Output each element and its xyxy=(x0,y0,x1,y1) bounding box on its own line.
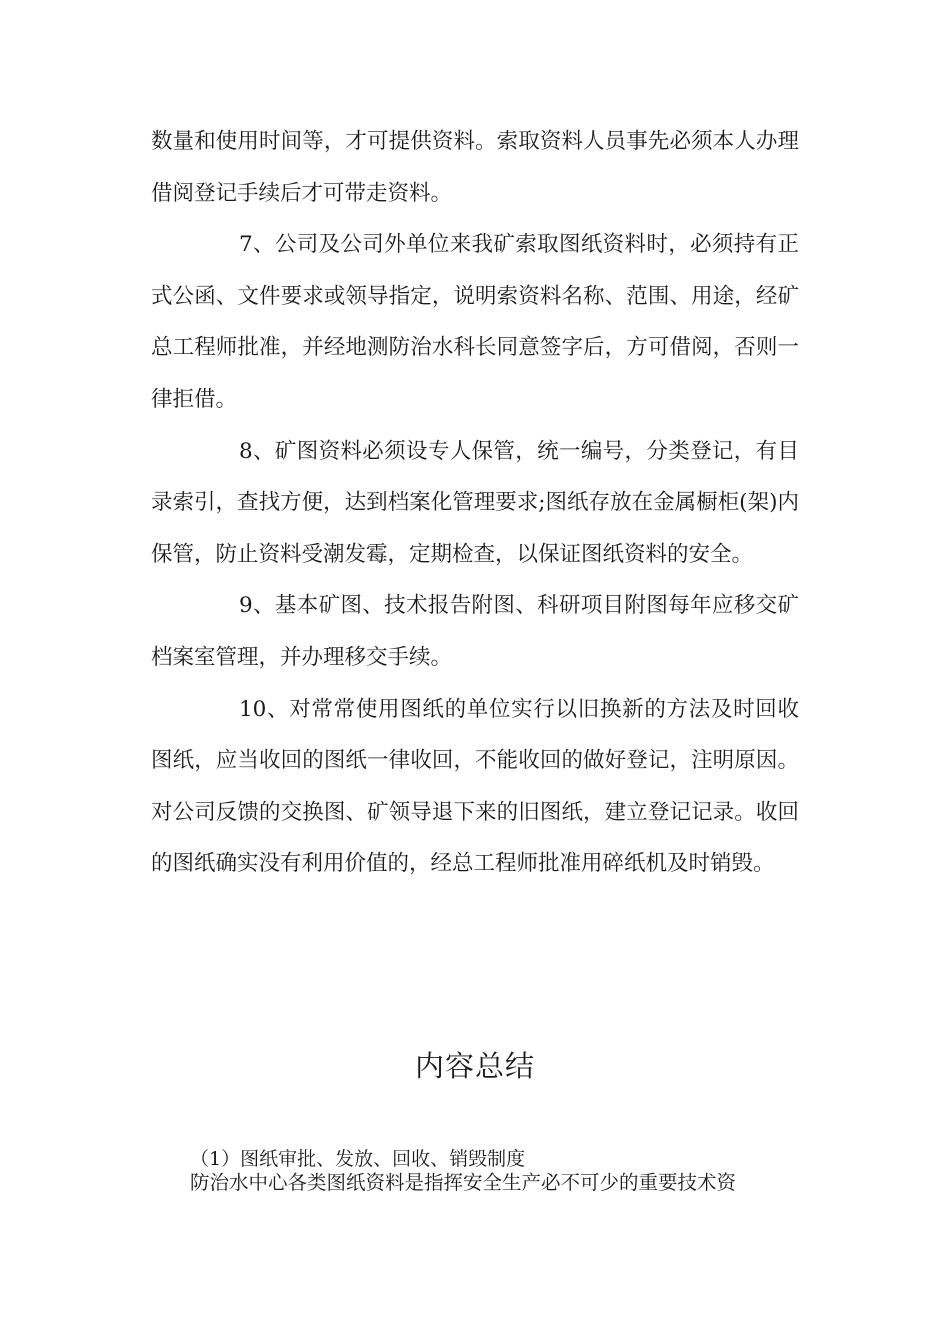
paragraph-item-7: 7、公司及公司外单位来我矿索取图纸资料时，必须持有正式公函、文件要求或领导指定，说明索资料名称、范围、用途，经矿总工程师批准，并经地测防治水科长同意签字后，方可借阅，否则一律拒借。 xyxy=(151,232,799,412)
paragraph-item-9: 9、基本矿图、技术报告附图、科研项目附图每年应移交矿档案室管理，并办理移交手续。 xyxy=(151,593,799,670)
body-text xyxy=(151,116,799,890)
summary-title: 内容总结 xyxy=(414,1049,535,1083)
summary-text: 防治水中心各类图纸资料是指挥安全生产必不可少的重要技术资 xyxy=(190,1171,737,1194)
paragraph-item-10: 10、对常常使用图纸的单位实行以旧换新的方法及时回收图纸，应当收回的图纸一律收回，不能收回的做好登记，注明原因。对公司反馈的交换图、矿领导退下来的旧图纸，建立登记记录。收回的图纸确实没有利用价值的，经总工程师批准用碎纸机及时销毁。 xyxy=(151,696,799,877)
paragraph-item-8: 8、矿图资料必须设专人保管，统一编号，分类登记，有目录索引，查找方便，达到档案化管理要求;图纸存放在金属橱柜(架)内保管，防止资料受潮发霉，定期检查，以保证图纸资料的安全。 xyxy=(151,438,799,567)
paragraph-continued: 数量和使用时间等，才可提供资料。索取资料人员事先必须本人办理借阅登记手续后才可带走资料。 xyxy=(151,129,799,206)
summary-item-heading: （1）图纸审批、发放、回收、销毁制度 xyxy=(190,1148,526,1170)
